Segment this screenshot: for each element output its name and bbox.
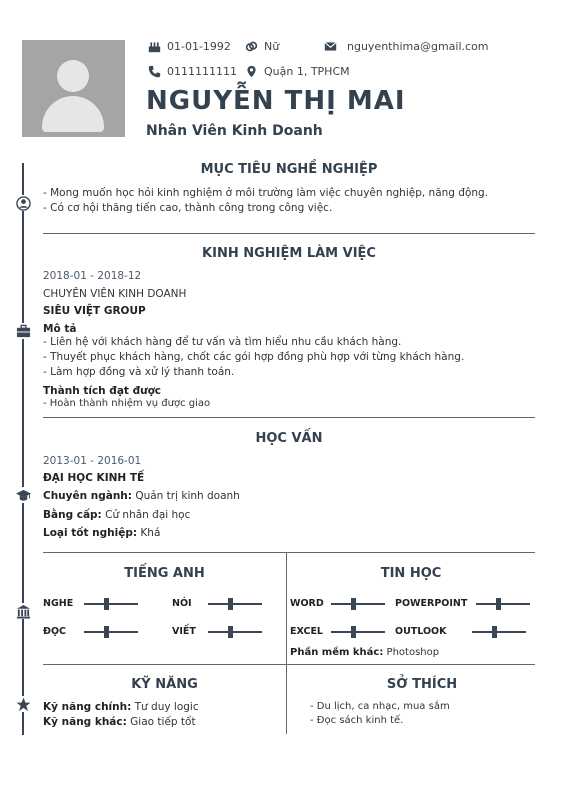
- it-skill-knob: [351, 598, 356, 610]
- major-value: Quản trị kinh doanh: [135, 490, 240, 502]
- english-skill-bar: [84, 631, 138, 633]
- divider: [43, 233, 535, 234]
- address-text: Quận 1, TPHCM: [264, 65, 350, 78]
- bank-icon: [15, 603, 31, 619]
- english-skill-knob: [104, 626, 109, 638]
- email-info: [324, 40, 489, 53]
- skills-title: KỸ NĂNG: [131, 677, 198, 692]
- briefcase-icon: [15, 323, 31, 339]
- experience-title: KINH NGHIỆM LÀM VIỆC: [202, 246, 376, 261]
- it-skill-knob: [351, 626, 356, 638]
- achievement-label: Thành tích đạt được: [43, 385, 162, 397]
- it-skill-label: POWERPOINT: [395, 598, 468, 609]
- it-skill-bar: [331, 631, 385, 633]
- hobby-item: - Đọc sách kinh tế.: [310, 715, 404, 726]
- english-skill-knob: [228, 626, 233, 638]
- education-grade: [43, 527, 160, 539]
- email-icon: [324, 40, 337, 53]
- user-icon: [15, 195, 31, 211]
- phone-icon: [148, 65, 161, 78]
- graduation-cap-icon: [15, 487, 31, 503]
- avatar-body: [42, 96, 104, 132]
- it-skill-label: EXCEL: [290, 626, 323, 637]
- it-skill-bar: [476, 603, 530, 605]
- avatar: [22, 40, 125, 137]
- main-skill-value: Tư duy logic: [134, 701, 199, 713]
- education-degree: [43, 509, 190, 521]
- major-label: Chuyên ngành:: [43, 490, 132, 502]
- objective-line: - Mong muốn học hỏi kinh nghiệm ở môi trường làm việc chuyên nghiệp, năng động.: [43, 187, 489, 199]
- other-skill: [43, 716, 196, 728]
- it-skill-label: OUTLOOK: [395, 626, 447, 637]
- avatar-head: [57, 60, 89, 92]
- degree-value: Cử nhân đại học: [105, 509, 191, 521]
- english-skill-knob: [104, 598, 109, 610]
- main-skill-label: Kỹ năng chính:: [43, 701, 132, 713]
- english-skill-bar: [208, 631, 262, 633]
- english-title: TIẾNG ANH: [124, 566, 205, 581]
- cake-icon: [148, 40, 161, 53]
- phone-text: 0111111111: [167, 65, 237, 78]
- experience-role: CHUYÊN VIÊN KINH DOANH: [43, 288, 187, 300]
- english-skill-label: VIẾT: [172, 626, 196, 637]
- english-skill-label: NGHE: [43, 598, 74, 609]
- experience-desc-line: - Thuyết phục khách hàng, chốt các gói hợp đồng phù hợp với từng khách hàng.: [43, 351, 465, 363]
- it-skill-knob: [492, 626, 497, 638]
- education-major: [43, 490, 240, 502]
- it-title: TIN HỌC: [380, 566, 442, 581]
- objective-title: MỤC TIÊU NGHỀ NGHIỆP: [200, 162, 378, 177]
- english-skill-label: NÓI: [172, 598, 192, 609]
- divider: [43, 552, 535, 553]
- english-skill-knob: [228, 598, 233, 610]
- english-skill-label: ĐỌC: [43, 626, 67, 637]
- job-position: Nhân Viên Kinh Doanh: [146, 123, 323, 139]
- gender-text: Nữ: [264, 40, 280, 53]
- divider: [43, 417, 535, 418]
- it-skill-knob: [496, 598, 501, 610]
- hobbies-title: SỞ THÍCH: [386, 677, 458, 692]
- experience-company: SIÊU VIỆT GROUP: [43, 305, 146, 317]
- full-name: NGUYỄN THỊ MAI: [146, 86, 406, 116]
- grade-label: Loại tốt nghiệp:: [43, 527, 138, 539]
- timeline-line: [22, 163, 24, 735]
- birthdate-text: 01-01-1992: [167, 40, 231, 53]
- star-icon: [15, 696, 31, 712]
- gender-info: [245, 40, 279, 53]
- email-text: nguyenthima@gmail.com: [347, 40, 489, 53]
- it-skill-label: WORD: [290, 598, 324, 609]
- software-value: Photoshop: [386, 647, 440, 658]
- birthdate-info: [148, 40, 231, 53]
- other-skill-label: Kỹ năng khác:: [43, 716, 127, 728]
- experience-desc-line: - Liên hệ với khách hàng để tư vấn và tìm hiểu nhu cầu khách hàng.: [43, 336, 402, 348]
- english-skill-bar: [84, 603, 138, 605]
- other-software: [290, 647, 439, 658]
- experience-desc-line: - Làm hợp đồng và xử lý thanh toán.: [43, 366, 235, 378]
- objective-line: - Có cơ hội thăng tiến cao, thành công trong công việc.: [43, 202, 333, 214]
- divider: [43, 664, 535, 665]
- education-title: HỌC VẤN: [255, 431, 323, 446]
- achievement-text: - Hoàn thành nhiệm vụ được giao: [43, 398, 211, 409]
- address-info: [245, 65, 350, 78]
- education-school: ĐẠI HỌC KINH TẾ: [43, 472, 145, 484]
- hobby-item: - Du lịch, ca nhạc, mua sắm: [310, 701, 450, 712]
- english-skill-bar: [208, 603, 262, 605]
- grade-value: Khá: [140, 527, 161, 539]
- experience-date: 2018-01 - 2018-12: [43, 270, 142, 282]
- it-skill-bar: [472, 631, 526, 633]
- gender-icon: [245, 40, 258, 53]
- degree-label: Bằng cấp:: [43, 509, 102, 521]
- location-icon: [245, 65, 258, 78]
- phone-info: [148, 65, 237, 78]
- it-skill-bar: [331, 603, 385, 605]
- other-skill-value: Giao tiếp tốt: [130, 716, 196, 728]
- main-skill: [43, 701, 199, 713]
- software-label: Phần mềm khác:: [290, 647, 384, 658]
- experience-desc-label: Mô tả: [43, 323, 77, 335]
- education-date: 2013-01 - 2016-01: [43, 455, 142, 467]
